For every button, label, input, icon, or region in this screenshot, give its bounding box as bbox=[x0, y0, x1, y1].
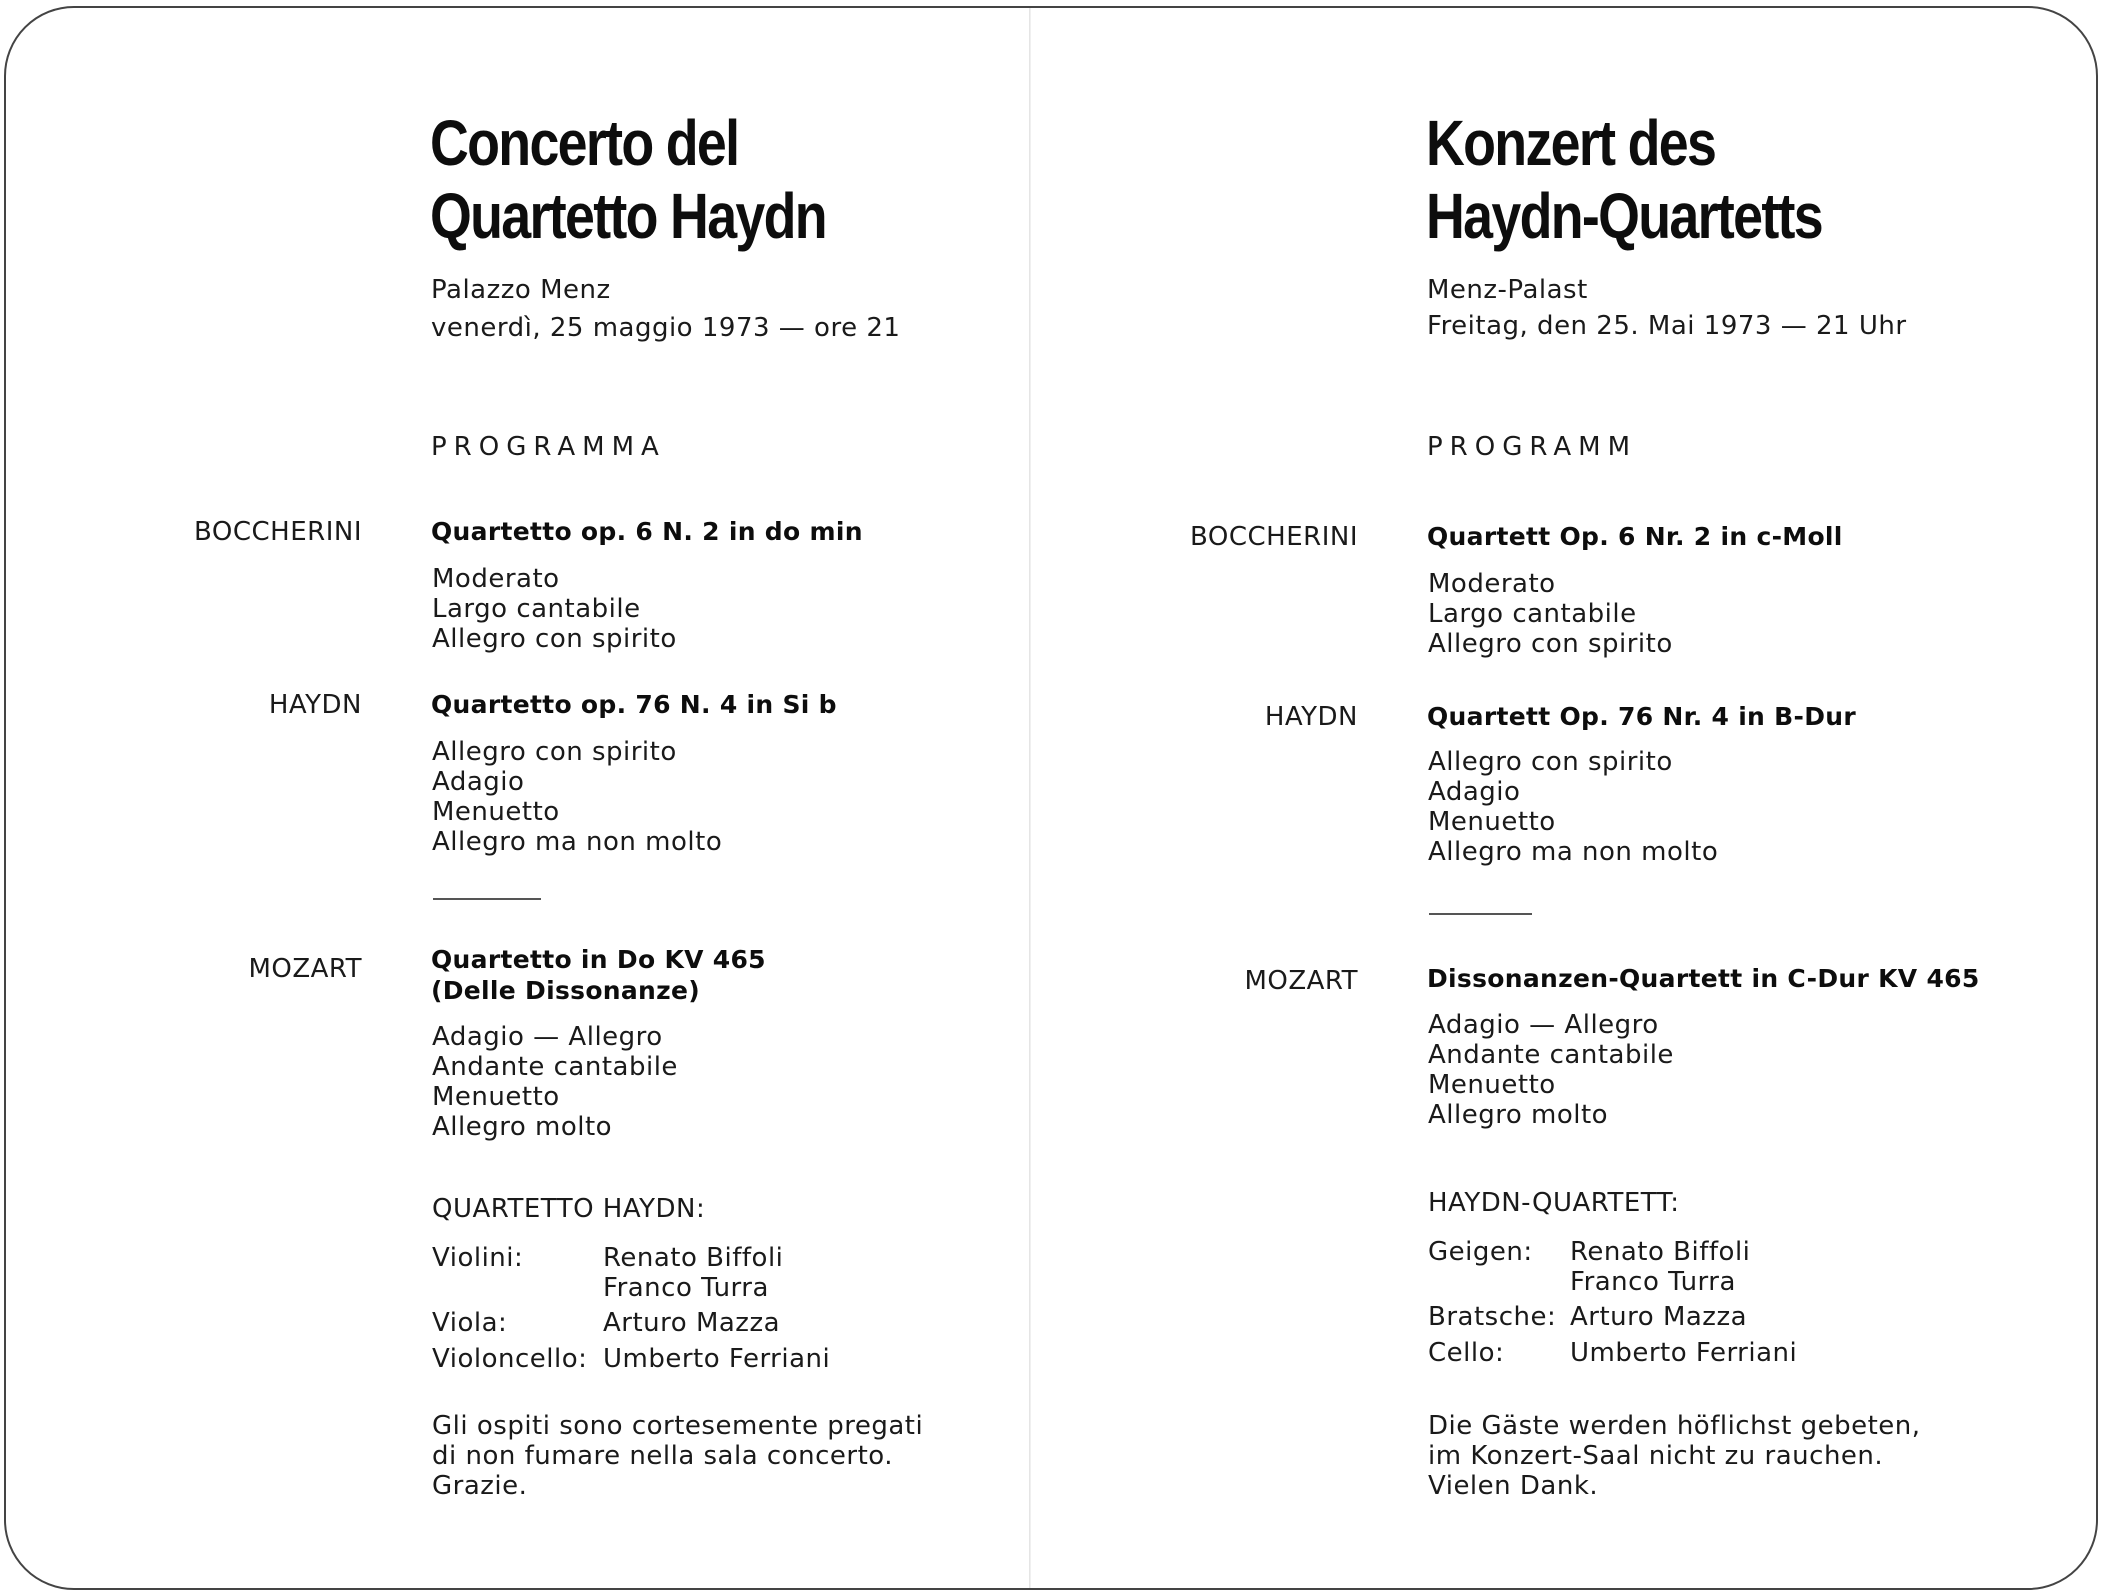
italian-movement: Menuetto bbox=[432, 1082, 560, 1112]
italian-composer-boccherini: BOCCHERINI bbox=[194, 517, 362, 547]
italian-piece-title: Quartetto op. 6 N. 2 in do min bbox=[431, 517, 863, 546]
german-notice-line: Vielen Dank. bbox=[1428, 1471, 1599, 1501]
german-title-line1: Konzert des bbox=[1426, 107, 1716, 179]
german-panel bbox=[996, 0, 2026, 1593]
italian-movement: Allegro con spirito bbox=[432, 737, 677, 767]
german-member-name: Umberto Ferriani bbox=[1570, 1338, 1798, 1368]
italian-title bbox=[430, 107, 826, 253]
german-member-role: Cello: bbox=[1428, 1338, 1505, 1368]
italian-piece-subtitle: (Delle Dissonanze) bbox=[431, 976, 700, 1005]
italian-movement: Moderato bbox=[432, 564, 560, 594]
german-member-name: Arturo Mazza bbox=[1570, 1302, 1748, 1332]
german-movement: Adagio — Allegro bbox=[1428, 1010, 1659, 1040]
german-member-role: Bratsche: bbox=[1428, 1302, 1557, 1332]
german-title-line2: Haydn-Quartetts bbox=[1426, 180, 1822, 252]
german-piece-title: Quartett Op. 76 Nr. 4 in B-Dur bbox=[1427, 702, 1856, 731]
german-movement: Allegro molto bbox=[1428, 1100, 1609, 1130]
italian-venue: Palazzo Menz bbox=[431, 275, 611, 305]
german-movement: Andante cantabile bbox=[1428, 1040, 1674, 1070]
german-piece-title: Quartett Op. 6 Nr. 2 in c-Moll bbox=[1427, 522, 1843, 551]
italian-piece-title: Quartetto op. 76 N. 4 in Si b bbox=[431, 690, 837, 719]
italian-title-line2: Quartetto Haydn bbox=[430, 180, 826, 252]
italian-movement: Allegro ma non molto bbox=[432, 827, 723, 857]
italian-ensemble-heading: QUARTETTO HAYDN: bbox=[432, 1194, 706, 1224]
italian-movement: Allegro con spirito bbox=[432, 624, 677, 654]
german-member-name: Franco Turra bbox=[1570, 1267, 1736, 1297]
german-movement: Allegro con spirito bbox=[1428, 629, 1673, 659]
german-movement: Moderato bbox=[1428, 569, 1556, 599]
italian-movement: Largo cantabile bbox=[432, 594, 641, 624]
german-movement: Largo cantabile bbox=[1428, 599, 1637, 629]
german-title bbox=[1426, 107, 1822, 253]
italian-panel bbox=[0, 0, 1030, 1593]
italian-member-name: Franco Turra bbox=[603, 1273, 769, 1303]
german-notice-line: im Konzert-Saal nicht zu rauchen. bbox=[1428, 1441, 1884, 1471]
italian-piece-title: Quartetto in Do KV 465 bbox=[431, 945, 766, 974]
german-ensemble-heading: HAYDN-QUARTETT: bbox=[1428, 1188, 1680, 1218]
italian-movement: Menuetto bbox=[432, 797, 560, 827]
german-composer-haydn: HAYDN bbox=[1264, 702, 1358, 732]
italian-movement: Allegro molto bbox=[432, 1112, 613, 1142]
italian-program-heading: PROGRAMMA bbox=[431, 432, 666, 462]
german-venue: Menz-Palast bbox=[1427, 275, 1588, 305]
intermission-rule bbox=[1429, 913, 1532, 915]
italian-member-name: Arturo Mazza bbox=[603, 1308, 781, 1338]
german-notice-line: Die Gäste werden höflichst gebeten, bbox=[1428, 1411, 1921, 1441]
italian-member-role: Violini: bbox=[432, 1243, 524, 1273]
intermission-rule bbox=[433, 898, 541, 900]
italian-movement: Adagio bbox=[432, 767, 525, 797]
german-composer-mozart: MOZART bbox=[1244, 966, 1358, 996]
german-member-name: Renato Biffoli bbox=[1570, 1237, 1751, 1267]
german-movement: Adagio bbox=[1428, 777, 1521, 807]
german-movement: Allegro con spirito bbox=[1428, 747, 1673, 777]
italian-composer-mozart: MOZART bbox=[248, 954, 362, 984]
italian-member-name: Renato Biffoli bbox=[603, 1243, 784, 1273]
italian-datetime: venerdì, 25 maggio 1973 — ore 21 bbox=[431, 313, 901, 343]
italian-title-line1: Concerto del bbox=[430, 107, 739, 179]
german-piece-title: Dissonanzen-Quartett in C-Dur KV 465 bbox=[1427, 964, 1980, 993]
italian-composer-haydn: HAYDN bbox=[268, 690, 362, 720]
italian-movement: Andante cantabile bbox=[432, 1052, 678, 1082]
german-movement: Menuetto bbox=[1428, 1070, 1556, 1100]
german-movement: Allegro ma non molto bbox=[1428, 837, 1719, 867]
german-program-heading: PROGRAMM bbox=[1427, 432, 1638, 462]
italian-notice-line: di non fumare nella sala concerto. bbox=[432, 1441, 893, 1471]
german-datetime: Freitag, den 25. Mai 1973 — 21 Uhr bbox=[1427, 311, 1907, 341]
german-member-role: Geigen: bbox=[1428, 1237, 1533, 1267]
italian-notice-line: Grazie. bbox=[432, 1471, 528, 1501]
italian-member-role: Viola: bbox=[432, 1308, 508, 1338]
italian-notice-line: Gli ospiti sono cortesemente pregati bbox=[432, 1411, 924, 1441]
italian-movement: Adagio — Allegro bbox=[432, 1022, 663, 1052]
italian-member-name: Umberto Ferriani bbox=[603, 1344, 831, 1374]
italian-member-role: Violoncello: bbox=[432, 1344, 588, 1374]
german-composer-boccherini: BOCCHERINI bbox=[1190, 522, 1358, 552]
german-movement: Menuetto bbox=[1428, 807, 1556, 837]
